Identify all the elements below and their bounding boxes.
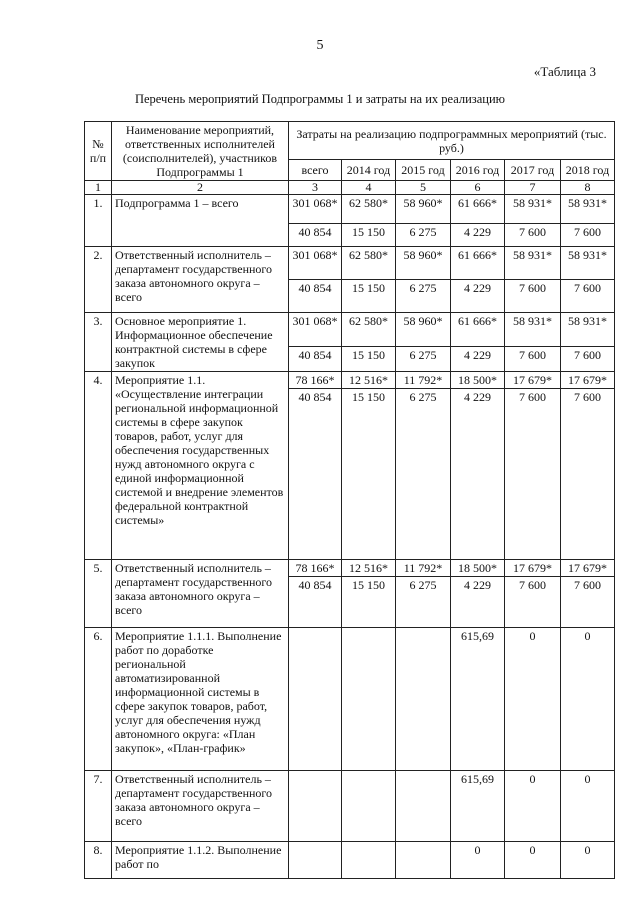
row-name: Ответственный исполнитель – департамент государственного заказа автономного округа – всего xyxy=(112,771,289,842)
value-cell: 301 068* xyxy=(289,195,342,224)
page-number: 5 xyxy=(316,38,324,53)
value-cell: 40 854 xyxy=(289,280,342,313)
value-cell: 40 854 xyxy=(289,577,342,628)
value-cell: 15 150 xyxy=(342,224,396,247)
value-cell: 6 275 xyxy=(396,389,451,560)
value-cell xyxy=(289,842,342,879)
row-name: Основное мероприятие 1. Информационное обеспечение контрактной системы в сфере закупок xyxy=(112,313,289,372)
value-cell: 15 150 xyxy=(342,577,396,628)
value-cell: 15 150 xyxy=(342,389,396,560)
value-cell: 615,69 xyxy=(451,771,505,842)
value-cell: 7 600 xyxy=(505,389,561,560)
value-cell: 18 500* xyxy=(451,372,505,389)
table-row xyxy=(85,313,615,347)
row-number: 1. xyxy=(85,195,112,247)
value-cell: 58 960* xyxy=(396,313,451,347)
value-cell: 61 666* xyxy=(451,195,505,224)
row-number: 3. xyxy=(85,313,112,372)
value-cell xyxy=(396,628,451,771)
value-cell: 7 600 xyxy=(505,577,561,628)
value-cell: 6 275 xyxy=(396,346,451,371)
value-cell: 12 516* xyxy=(342,372,396,389)
value-cell: 0 xyxy=(505,628,561,771)
value-cell xyxy=(342,628,396,771)
document-title: Перечень мероприятий Подпрограммы 1 и затраты на их реализацию xyxy=(134,92,506,106)
value-cell xyxy=(289,628,342,771)
table-row xyxy=(85,195,615,224)
value-cell: 6 275 xyxy=(396,577,451,628)
value-cell: 615,69 xyxy=(451,628,505,771)
value-cell: 0 xyxy=(561,628,615,771)
table-row xyxy=(85,842,615,879)
value-cell: 61 666* xyxy=(451,247,505,280)
value-cell: 17 679* xyxy=(505,372,561,389)
value-cell: 0 xyxy=(505,842,561,879)
row-name: Мероприятие 1.1.2. Выполнение работ по xyxy=(112,842,289,879)
index-cell: 2 xyxy=(112,181,289,195)
value-cell: 17 679* xyxy=(505,560,561,577)
value-cell: 15 150 xyxy=(342,346,396,371)
value-cell: 7 600 xyxy=(561,346,615,371)
row-number: 2. xyxy=(85,247,112,313)
value-cell xyxy=(342,842,396,879)
value-cell: 4 229 xyxy=(451,389,505,560)
value-cell: 62 580* xyxy=(342,195,396,224)
index-cell: 5 xyxy=(396,181,451,195)
value-cell: 7 600 xyxy=(561,577,615,628)
row-name: Ответственный исполнитель – департамент государственного заказа автономного округа – всего xyxy=(112,247,289,313)
value-cell: 0 xyxy=(505,771,561,842)
row-number: 8. xyxy=(85,842,112,879)
row-name: Подпрограмма 1 – всего xyxy=(112,195,289,247)
table-row xyxy=(85,560,615,577)
costs-table xyxy=(84,121,615,879)
table-row xyxy=(85,372,615,389)
value-cell: 58 960* xyxy=(396,195,451,224)
value-cell: 17 679* xyxy=(561,372,615,389)
index-cell: 8 xyxy=(561,181,615,195)
value-cell: 62 580* xyxy=(342,313,396,347)
value-cell: 18 500* xyxy=(451,560,505,577)
value-cell: 78 166* xyxy=(289,372,342,389)
value-cell: 0 xyxy=(561,771,615,842)
index-cell: 7 xyxy=(505,181,561,195)
table-row xyxy=(85,771,615,842)
row-name: Мероприятие 1.1. «Осуществление интеграции региональной информационной системы в сфере закупок товаров, работ, услуг для обеспечения государственных нужд автономного округа с единой информационной системой и внедрение элементов федеральной контрактной системы» xyxy=(112,372,289,560)
value-cell xyxy=(396,771,451,842)
row-number: 6. xyxy=(85,628,112,771)
value-cell: 58 931* xyxy=(561,313,615,347)
header-row-1 xyxy=(85,122,615,160)
value-cell: 58 931* xyxy=(505,313,561,347)
value-cell: 7 600 xyxy=(561,224,615,247)
header-col-2017: 2017 год xyxy=(505,160,561,181)
value-cell: 6 275 xyxy=(396,280,451,313)
value-cell: 7 600 xyxy=(561,280,615,313)
value-cell: 58 931* xyxy=(561,247,615,280)
header-col-2018: 2018 год xyxy=(561,160,615,181)
header-num: № п/п xyxy=(85,122,112,181)
row-name: Мероприятие 1.1.1. Выполнение работ по доработке региональной автоматизированной информационной системы в сфере закупок товаров, работ, услуг для обеспечения нужд автономного округа: «План закупок», «План-график» xyxy=(112,628,289,771)
value-cell: 7 600 xyxy=(505,224,561,247)
value-cell: 4 229 xyxy=(451,577,505,628)
value-cell: 78 166* xyxy=(289,560,342,577)
value-cell: 61 666* xyxy=(451,313,505,347)
value-cell: 0 xyxy=(451,842,505,879)
value-cell xyxy=(289,771,342,842)
row-number: 7. xyxy=(85,771,112,842)
value-cell: 58 931* xyxy=(505,247,561,280)
value-cell: 301 068* xyxy=(289,313,342,347)
row-number: 4. xyxy=(85,372,112,560)
index-cell: 4 xyxy=(342,181,396,195)
value-cell xyxy=(342,771,396,842)
header-costs: Затраты на реализацию подпрограммных мероприятий (тыс. руб.) xyxy=(289,122,615,160)
value-cell: 11 792* xyxy=(396,560,451,577)
value-cell xyxy=(396,842,451,879)
table-row xyxy=(85,247,615,280)
value-cell: 40 854 xyxy=(289,389,342,560)
value-cell: 58 960* xyxy=(396,247,451,280)
row-number: 5. xyxy=(85,560,112,628)
value-cell: 4 229 xyxy=(451,280,505,313)
index-row xyxy=(85,181,615,195)
value-cell: 0 xyxy=(561,842,615,879)
header-name: Наименование мероприятий, ответственных исполнителей (соисполнителей), участников Подпрограммы 1 xyxy=(112,122,289,181)
table-label: «Таблица 3 xyxy=(533,64,596,79)
value-cell: 4 229 xyxy=(451,224,505,247)
value-cell: 11 792* xyxy=(396,372,451,389)
value-cell: 62 580* xyxy=(342,247,396,280)
value-cell: 7 600 xyxy=(505,346,561,371)
header-col-2014: 2014 год xyxy=(342,160,396,181)
table-row xyxy=(85,628,615,771)
value-cell: 7 600 xyxy=(561,389,615,560)
header-col-total: всего xyxy=(289,160,342,181)
value-cell: 12 516* xyxy=(342,560,396,577)
index-cell: 6 xyxy=(451,181,505,195)
row-name: Ответственный исполнитель – департамент государственного заказа автономного округа – всего xyxy=(112,560,289,628)
value-cell: 15 150 xyxy=(342,280,396,313)
value-cell: 4 229 xyxy=(451,346,505,371)
value-cell: 40 854 xyxy=(289,224,342,247)
index-cell: 1 xyxy=(85,181,112,195)
value-cell: 40 854 xyxy=(289,346,342,371)
header-col-2015: 2015 год xyxy=(396,160,451,181)
value-cell: 58 931* xyxy=(561,195,615,224)
header-col-2016: 2016 год xyxy=(451,160,505,181)
index-cell: 3 xyxy=(289,181,342,195)
value-cell: 17 679* xyxy=(561,560,615,577)
value-cell: 6 275 xyxy=(396,224,451,247)
value-cell: 7 600 xyxy=(505,280,561,313)
value-cell: 58 931* xyxy=(505,195,561,224)
value-cell: 301 068* xyxy=(289,247,342,280)
